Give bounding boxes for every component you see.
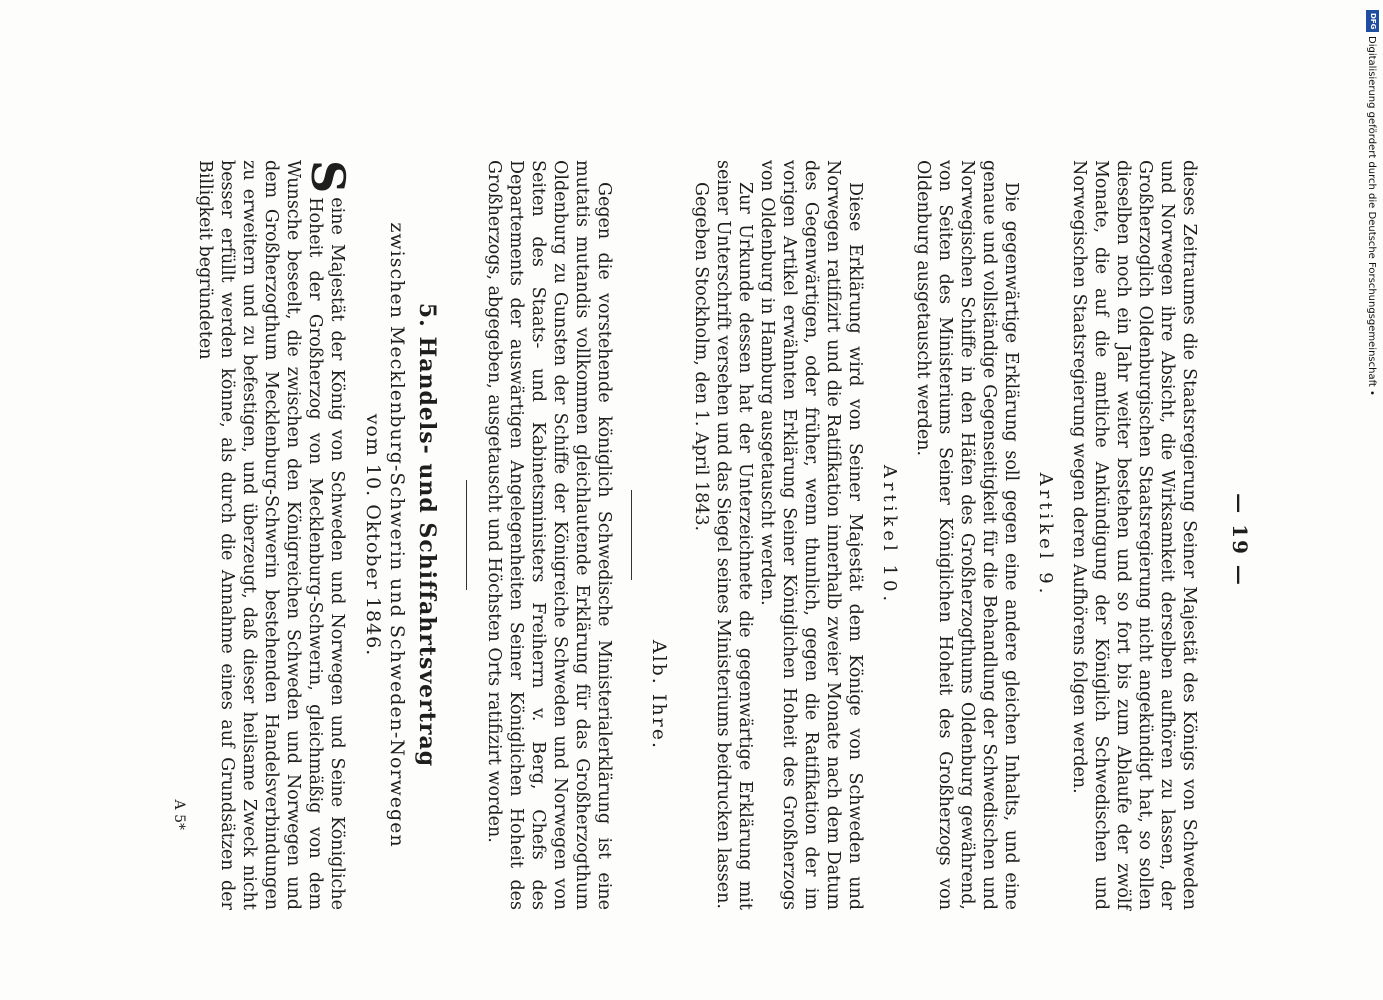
article-10-witness: Zur Urkunde dessen hat der Unterzeichnete die gegenwärtige Erklärung mit seiner Unterschrift versehen und das Siegel seines Ministeriums beidrucken lassen. — [713, 160, 755, 910]
top-paragraph: dieses Zeitraumes die Staatsregierung Seiner Majestät des Königs von Schweden und Norwegen ihre Absicht, die Wirksamkeit derselben aufhören zu lassen, der Großherzoglich Oldenburgischen Staatsregierung nicht angekündigt hat, so sollen dieselben noch ein Jahr weiter bestehen und so fort bis zum Ablaufe der zwölf Monate, die auf die amtliche Ankündigung der Königlich Schwedischen und Norwegischen Staatsregierung wegen deren Aufhörens folgen werden. — [1069, 160, 1199, 910]
dfg-logo-icon: DFG — [1366, 10, 1379, 32]
article-10-given: Gegeben Stockholm, den 1. April 1843. — [691, 182, 711, 532]
treaty-title: 5. Handels- und Schiffahrtsvertrag — [414, 302, 440, 768]
article-9-text: Die gegenwärtige Erklärung soll gegen eine andere gleichen Inhalts, und eine genaue und vollständige Gegenseitigkeit für die Behandlung der Schwedischen und Norwegischen Schiffe in den Häfen des Großherzogthums Oldenburg gewährend, von Seiten des Ministeriums Seiner Königlichen Hoheit des Großherzogs von Oldenburg ausgetauscht werden. — [913, 160, 1021, 910]
exchange-paragraph: Gegen die vorstehende königlich Schwedische Ministerialerklärung ist eine mutatis mutandis vollkommen gleichlautende Erklärung für das Großherzogthum Oldenburg zu Gunsten der Schiffe der Königreiche Schweden und Norwegen von Seiten des Staats- und Kabinetsministers Freiherrn v. Berg, Chefs des Departements der auswärtigen Angelegenheiten Seiner Königlichen Hoheit des Großherzogs, abgegeben, ausgetauscht und Höchsten Orts ratifizirt worden. — [484, 160, 614, 910]
treaty-opening-text: eine Majestät der König von Schweden und Norwegen und Seine Königliche Hoheit der Großherzog von Mecklenburg-Schwerin, gleichmäßig von dem Wunsche beseelt, die zwischen den Königreichen Schweden und Norwegen und dem Großherzogthum Mecklenburg-Schwerin bestehenden Handelsverbindungen zu erweitern und zu befestigen, und überzeugt, daß dieser heilsame Zweck nicht besser erfüllt werden könne, als durch die Annahme eines auf Grundsätzen der Billigkeit begründeten — [195, 160, 347, 910]
article-9-heading: Artikel 9. — [1035, 472, 1056, 598]
rotated-document-page — [130, 160, 1260, 920]
article-10-text: Diese Erklärung wird von Seiner Majestät dem Könige von Schweden und Norwegen ratifizirt und die Ratifikation innerhalb zweier Monate nach dem Datum des Gegenwärtigen, oder früher, wenn thunlich, gegen die Ratifikation der im vorigen Artikel erwähnten Erklärung Seiner Königlichen Hoheit des Großherzogs von Oldenburg in Hamburg ausgetauscht werden. — [757, 160, 865, 910]
treaty-date: vom 10. Oktober 1846. — [362, 413, 384, 657]
article-10-heading: Artikel 10. — [879, 464, 900, 606]
signature-mark: A 5* — [171, 799, 187, 830]
divider-rule-2 — [466, 480, 467, 590]
treaty-opening — [194, 160, 355, 910]
page-number: — 19 — — [1228, 493, 1252, 587]
signature: Alb. Ihre. — [648, 639, 670, 750]
divider-rule — [631, 490, 632, 580]
page-body — [168, 160, 1200, 910]
treaty-subtitle: zwischen Mecklenburg-Schwerin und Schweden-Norwegen — [386, 222, 408, 848]
dfg-notice: Digitalisierung gefördert durch die Deutsche Forschungsgemeinschaft • — [1366, 36, 1377, 396]
drop-cap: S — [301, 160, 355, 194]
